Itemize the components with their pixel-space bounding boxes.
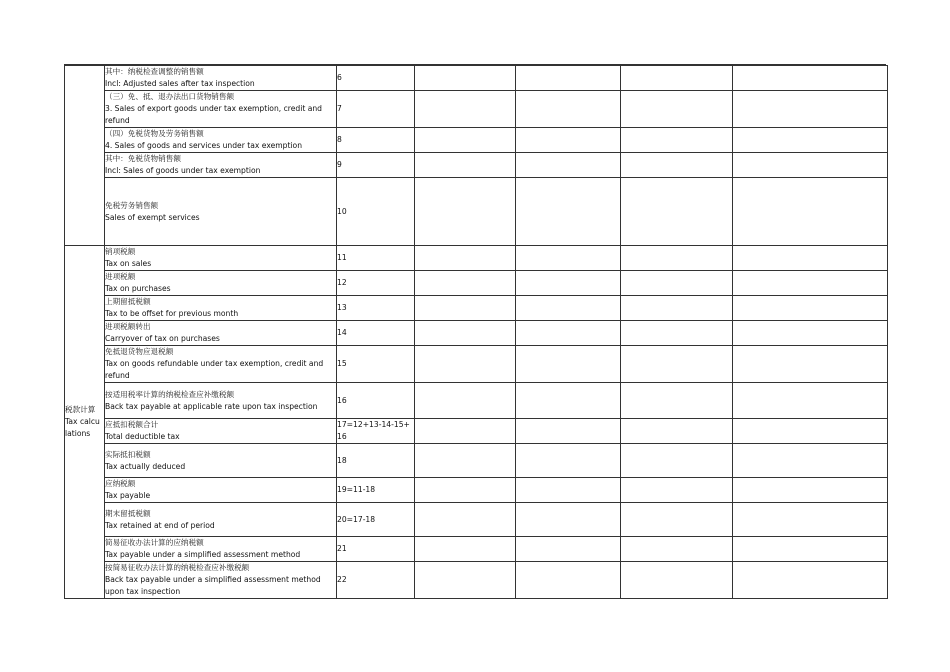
value-cell[interactable] <box>516 444 621 478</box>
value-cell[interactable] <box>733 419 888 444</box>
item-cell <box>105 321 337 346</box>
value-cell[interactable] <box>733 346 888 383</box>
item-cell <box>105 296 337 321</box>
line-no-cell: 6 <box>337 66 415 91</box>
item-en: Incl: Adjusted sales after tax inspection <box>105 79 255 88</box>
table-row <box>65 296 888 321</box>
item-cn: 应抵扣税额合计 <box>105 420 159 429</box>
line-no-cell: 13 <box>337 296 415 321</box>
line-no-cell: 19=11-18 <box>337 478 415 503</box>
value-cell[interactable] <box>621 562 733 599</box>
item-cell <box>105 66 337 91</box>
value-cell[interactable] <box>415 128 516 153</box>
item-cell <box>105 153 337 178</box>
item-cn: 进项税额 <box>105 272 136 281</box>
value-cell[interactable] <box>516 562 621 599</box>
value-cell[interactable] <box>516 128 621 153</box>
line-no-cell: 20=17-18 <box>337 503 415 537</box>
item-cn: 进项税额转出 <box>105 322 151 331</box>
value-cell[interactable] <box>415 321 516 346</box>
item-cell <box>105 537 337 562</box>
item-en: Back tax payable under a simplified assessment method upon tax inspection <box>105 575 321 596</box>
value-cell[interactable] <box>733 321 888 346</box>
line-no-cell: 21 <box>337 537 415 562</box>
value-cell[interactable] <box>621 478 733 503</box>
item-cell <box>105 444 337 478</box>
item-en: Sales of exempt services <box>105 212 200 222</box>
value-cell[interactable] <box>733 153 888 178</box>
value-cell[interactable] <box>621 246 733 271</box>
sales-category-cell <box>65 66 105 246</box>
line-no-cell: 15 <box>337 346 415 383</box>
table-row <box>65 444 888 478</box>
item-cell <box>105 91 337 128</box>
item-cell <box>105 271 337 296</box>
table-row <box>65 419 888 444</box>
value-cell[interactable] <box>733 503 888 537</box>
value-cell[interactable] <box>621 296 733 321</box>
value-cell[interactable] <box>516 178 621 246</box>
value-cell[interactable] <box>415 444 516 478</box>
item-en: Total deductible tax <box>105 432 180 441</box>
value-cell[interactable] <box>621 537 733 562</box>
item-cn: 免抵退货物应退税额 <box>105 347 174 356</box>
value-cell[interactable] <box>621 503 733 537</box>
table-row <box>65 246 888 271</box>
value-cell[interactable] <box>516 478 621 503</box>
item-cell <box>105 246 337 271</box>
table-body <box>65 66 888 599</box>
value-cell[interactable] <box>733 178 888 246</box>
value-cell[interactable] <box>733 478 888 503</box>
value-cell[interactable] <box>516 346 621 383</box>
item-cell <box>105 503 337 537</box>
line-no-cell: 8 <box>337 128 415 153</box>
value-cell[interactable] <box>415 419 516 444</box>
item-cn: 实际抵扣税额 <box>105 449 151 459</box>
item-en: Tax on purchases <box>105 284 171 293</box>
value-cell[interactable] <box>516 271 621 296</box>
item-en: Incl: Sales of goods under tax exemption <box>105 166 261 175</box>
value-cell[interactable] <box>516 419 621 444</box>
table-row <box>65 537 888 562</box>
table-row <box>65 178 888 246</box>
value-cell[interactable] <box>516 321 621 346</box>
table-row <box>65 562 888 599</box>
value-cell[interactable] <box>415 503 516 537</box>
value-cell[interactable] <box>415 271 516 296</box>
item-cell <box>105 419 337 444</box>
value-cell[interactable] <box>415 246 516 271</box>
value-cell[interactable] <box>733 562 888 599</box>
item-cell <box>105 128 337 153</box>
item-en: Tax payable under a simplified assessment method <box>105 550 301 559</box>
value-cell[interactable] <box>415 562 516 599</box>
table-row <box>65 91 888 128</box>
table-row <box>65 503 888 537</box>
item-en: Back tax payable at applicable rate upon tax inspection <box>105 401 318 411</box>
value-cell[interactable] <box>415 346 516 383</box>
value-cell[interactable] <box>516 503 621 537</box>
line-no-cell: 10 <box>337 178 415 246</box>
item-cn: 按简易征收办法计算的纳税检查应补缴税额 <box>105 563 250 572</box>
item-cn: 销项税额 <box>105 247 136 256</box>
value-cell[interactable] <box>415 296 516 321</box>
value-cell[interactable] <box>621 271 733 296</box>
value-cell[interactable] <box>415 478 516 503</box>
item-cn: 简易征收办法计算的应纳税额 <box>105 538 204 547</box>
value-cell[interactable] <box>415 383 516 419</box>
item-cn: 应纳税额 <box>105 479 136 488</box>
value-cell[interactable] <box>733 271 888 296</box>
item-cn: 免税劳务销售额 <box>105 200 159 210</box>
item-en: Tax to be offset for previous month <box>105 309 239 318</box>
item-cell <box>105 346 337 383</box>
value-cell[interactable] <box>415 537 516 562</box>
value-cell[interactable] <box>621 346 733 383</box>
value-cell[interactable] <box>733 66 888 91</box>
table-row <box>65 321 888 346</box>
item-en: 4. Sales of goods and services under tax exemption <box>105 141 303 150</box>
line-no-cell: 17=12+13-14-15+16 <box>337 419 415 444</box>
value-cell[interactable] <box>733 383 888 419</box>
item-cn: 其中：免税货物销售额 <box>105 154 181 163</box>
value-cell[interactable] <box>733 537 888 562</box>
line-no-cell: 22 <box>337 562 415 599</box>
line-no-cell: 11 <box>337 246 415 271</box>
item-en: Tax retained at end of period <box>105 520 215 530</box>
value-cell[interactable] <box>733 246 888 271</box>
value-cell[interactable] <box>516 66 621 91</box>
value-cell[interactable] <box>621 153 733 178</box>
value-cell[interactable] <box>621 178 733 246</box>
value-cell[interactable] <box>415 153 516 178</box>
item-cell <box>105 178 337 246</box>
item-cn: （三）免、抵、退办法出口货物销售额 <box>105 92 235 101</box>
value-cell[interactable] <box>516 246 621 271</box>
value-cell[interactable] <box>733 91 888 128</box>
tax-category-cell <box>65 246 105 599</box>
value-cell[interactable] <box>415 178 516 246</box>
value-cell[interactable] <box>516 153 621 178</box>
value-cell[interactable] <box>516 296 621 321</box>
line-no-cell: 18 <box>337 444 415 478</box>
value-cell[interactable] <box>733 128 888 153</box>
table-row <box>65 383 888 419</box>
value-cell[interactable] <box>621 321 733 346</box>
value-cell[interactable] <box>621 419 733 444</box>
item-cell <box>105 383 337 419</box>
table-row <box>65 478 888 503</box>
table-row <box>65 128 888 153</box>
item-cn: 上期留抵税额 <box>105 297 151 306</box>
table-row <box>65 271 888 296</box>
value-cell[interactable] <box>733 296 888 321</box>
item-cn: 其中：纳税检查调整的销售额 <box>105 67 204 76</box>
line-no-cell: 12 <box>337 271 415 296</box>
value-cell[interactable] <box>415 66 516 91</box>
line-no-cell: 7 <box>337 91 415 128</box>
category-cn: 税款计算 <box>65 405 96 414</box>
value-cell[interactable] <box>621 383 733 419</box>
line-no-cell: 16 <box>337 383 415 419</box>
item-en: Tax on goods refundable under tax exemption, credit and refund <box>105 359 324 380</box>
item-en: Tax actually deduced <box>105 461 186 471</box>
table-row <box>65 66 888 91</box>
item-en: Tax on sales <box>105 259 152 268</box>
value-cell[interactable] <box>516 91 621 128</box>
item-en: Tax payable <box>105 491 151 500</box>
value-cell[interactable] <box>621 444 733 478</box>
item-cn: （四）免税货物及劳务销售额 <box>105 129 204 138</box>
item-cn: 期末留抵税额 <box>105 508 151 518</box>
value-cell[interactable] <box>621 91 733 128</box>
item-en: 3. Sales of export goods under tax exemption, credit and refund <box>105 104 322 125</box>
item-cell <box>105 478 337 503</box>
item-en: Carryover of tax on purchases <box>105 334 220 343</box>
value-cell[interactable] <box>621 66 733 91</box>
value-cell[interactable] <box>516 383 621 419</box>
item-cell <box>105 562 337 599</box>
value-cell[interactable] <box>733 444 888 478</box>
category-en: Tax calculations <box>65 417 100 438</box>
item-cn: 按适用税率计算的纳税检查应补缴税额 <box>105 389 235 399</box>
value-cell[interactable] <box>621 128 733 153</box>
value-cell[interactable] <box>415 91 516 128</box>
vat-return-table <box>64 65 888 599</box>
table-row <box>65 153 888 178</box>
table-row <box>65 346 888 383</box>
line-no-cell: 9 <box>337 153 415 178</box>
value-cell[interactable] <box>516 537 621 562</box>
line-no-cell: 14 <box>337 321 415 346</box>
